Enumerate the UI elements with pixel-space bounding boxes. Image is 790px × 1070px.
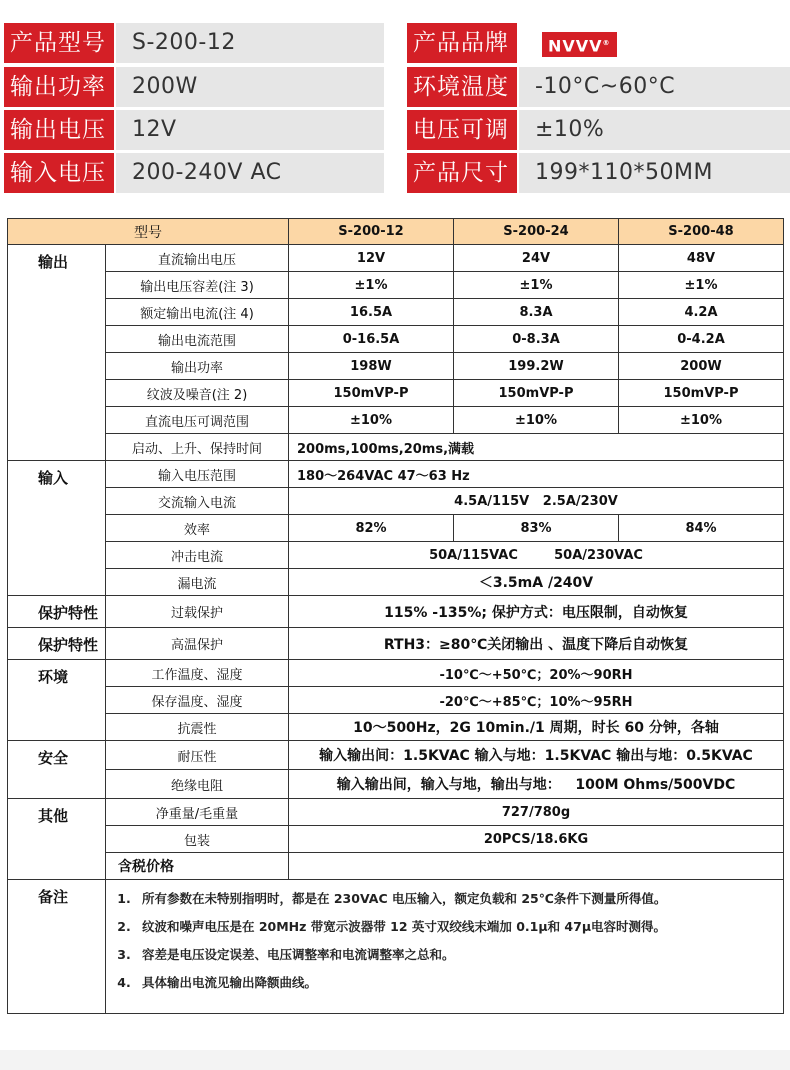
row-label: 绝缘电阻 — [106, 770, 289, 799]
info-row-adjustable — [407, 110, 790, 150]
header-type: 型号 — [8, 219, 289, 245]
cell-value: 200W — [619, 353, 784, 380]
info-key-power: 输出功率 — [4, 67, 114, 107]
table-row — [8, 660, 784, 687]
table-row — [8, 569, 784, 596]
row-label: 启动、上升、保持时间 — [106, 434, 289, 461]
cell-value: 48V — [619, 245, 784, 272]
row-label: 直流输出电压 — [106, 245, 289, 272]
cell-value: 150mVP-P — [289, 380, 454, 407]
row-label: 保存温度、湿度 — [106, 687, 289, 714]
header-model-48: S-200-48 — [619, 219, 784, 245]
table-header-row — [8, 219, 784, 245]
info-value-power: 200W — [116, 67, 384, 107]
note-item: 1. 所有参数在未特别指明时，都是在 230VAC 电压输入，额定负载和 25℃条件下测量所得值。 — [117, 891, 667, 906]
table-row — [8, 326, 784, 353]
info-row-brand — [407, 23, 790, 63]
row-label: 效率 — [106, 515, 289, 542]
table-row — [8, 380, 784, 407]
category-protection: 保护特性 — [8, 628, 106, 660]
info-row-input-voltage — [4, 153, 384, 193]
category-environment: 环境 — [8, 660, 106, 741]
row-label: 高温保护 — [106, 628, 289, 660]
cell-value: 8.3A — [454, 299, 619, 326]
row-label: 输入电压范围 — [106, 461, 289, 488]
info-key-brand: 产品品牌 — [407, 23, 517, 63]
info-value-input-voltage: 200-240V AC — [116, 153, 384, 193]
cell-value: 4.5A/115V 2.5A/230V — [289, 488, 784, 515]
cell-value: 12V — [289, 245, 454, 272]
table-row — [8, 461, 784, 488]
row-label: 漏电流 — [106, 569, 289, 596]
info-value-size: 199*110*50MM — [519, 153, 790, 193]
table-row — [8, 826, 784, 853]
table-row — [8, 245, 784, 272]
table-row — [8, 799, 784, 826]
cell-value: ±10% — [619, 407, 784, 434]
brand-logo: NVVV® — [541, 31, 618, 58]
cell-value: 198W — [289, 353, 454, 380]
cell-value: 150mVP-P — [454, 380, 619, 407]
category-other: 其他 — [8, 799, 106, 880]
note-item: 3. 容差是电压设定误差、电压调整率和电流调整率之总和。 — [117, 947, 455, 962]
cell-value: 115% -135%; 保护方式：电压限制，自动恢复 — [289, 596, 784, 628]
cell-value: 150mVP-P — [619, 380, 784, 407]
header-model-24: S-200-24 — [454, 219, 619, 245]
info-value-temperature: -10°C~60°C — [519, 67, 790, 107]
bottom-bar — [0, 1050, 790, 1070]
info-key-output-voltage: 输出电压 — [4, 110, 114, 150]
cell-value: 10～500Hz，2G 10min./1 周期，时长 60 分钟，各轴 — [289, 714, 784, 741]
table-row — [8, 488, 784, 515]
row-label: 包装 — [106, 826, 289, 853]
info-key-temperature: 环境温度 — [407, 67, 517, 107]
table-row — [8, 687, 784, 714]
notes-cell — [106, 880, 784, 1014]
cell-value: 727/780g — [289, 799, 784, 826]
cell-value: 199.2W — [454, 353, 619, 380]
cell-value: 输入输出间：1.5KVAC 输入与地：1.5KVAC 输出与地：0.5KVAC — [289, 741, 784, 770]
cell-value: 82% — [289, 515, 454, 542]
row-label: 冲击电流 — [106, 542, 289, 569]
table-row — [8, 515, 784, 542]
tax-price-value — [289, 853, 784, 880]
category-input: 输入 — [8, 461, 106, 596]
category-safety: 安全 — [8, 741, 106, 799]
info-row-temperature — [407, 67, 790, 107]
row-label: 纹波及噪音(注 2) — [106, 380, 289, 407]
row-label: 耐压性 — [106, 741, 289, 770]
table-row — [8, 853, 784, 880]
cell-value: ±1% — [619, 272, 784, 299]
row-label: 交流输入电流 — [106, 488, 289, 515]
cell-value: ±10% — [289, 407, 454, 434]
table-row — [8, 770, 784, 799]
cell-value: 24V — [454, 245, 619, 272]
cell-value: 84% — [619, 515, 784, 542]
cell-value: 4.2A — [619, 299, 784, 326]
cell-value: 200ms,100ms,20ms,满载 — [289, 434, 784, 461]
info-key-input-voltage: 输入电压 — [4, 153, 114, 193]
table-row — [8, 741, 784, 770]
cell-value: 180～264VAC 47～63 Hz — [289, 461, 784, 488]
row-label: 直流电压可调范围 — [106, 407, 289, 434]
table-row — [8, 272, 784, 299]
info-value-output-voltage: 12V — [116, 110, 384, 150]
info-row-power — [4, 67, 384, 107]
row-label: 额定输出电流(注 4) — [106, 299, 289, 326]
row-label: 输出电压容差(注 3) — [106, 272, 289, 299]
cell-value: ＜3.5mA /240V — [289, 569, 784, 596]
cell-value: ±10% — [454, 407, 619, 434]
row-label: 抗震性 — [106, 714, 289, 741]
cell-value: ±1% — [289, 272, 454, 299]
table-row — [8, 596, 784, 628]
table-row — [8, 542, 784, 569]
cell-value: 0-16.5A — [289, 326, 454, 353]
table-row — [8, 628, 784, 660]
row-label: 过载保护 — [106, 596, 289, 628]
cell-value: 20PCS/18.6KG — [289, 826, 784, 853]
notes-list — [106, 880, 783, 998]
cell-value: 16.5A — [289, 299, 454, 326]
cell-value: -20℃～+85℃；10%～95RH — [289, 687, 784, 714]
info-row-size — [407, 153, 790, 193]
cell-value: ±1% — [454, 272, 619, 299]
table-row — [8, 407, 784, 434]
cell-value: 0-8.3A — [454, 326, 619, 353]
info-key-size: 产品尺寸 — [407, 153, 517, 193]
row-label: 输出电流范围 — [106, 326, 289, 353]
cell-value: -10℃～+50℃；20%～90RH — [289, 660, 784, 687]
tax-price-label: 含税价格 — [106, 853, 289, 880]
table-row — [8, 714, 784, 741]
cell-value: 83% — [454, 515, 619, 542]
info-key-model: 产品型号 — [4, 23, 114, 63]
row-label: 输出功率 — [106, 353, 289, 380]
cell-value: 50A/115VAC 50A/230VAC — [289, 542, 784, 569]
cell-value: 0-4.2A — [619, 326, 784, 353]
info-value-model: S-200-12 — [116, 23, 384, 63]
info-key-adjustable: 电压可调 — [407, 110, 517, 150]
info-value-adjustable: ±10% — [519, 110, 790, 150]
category-notes: 备注 — [8, 880, 106, 1014]
cell-value: RTH3：≥80℃关闭输出 、温度下降后自动恢复 — [289, 628, 784, 660]
table-row — [8, 299, 784, 326]
note-item: 4. 具体输出电流见输出降额曲线。 — [117, 975, 318, 990]
header-model-12: S-200-12 — [289, 219, 454, 245]
row-label: 工作温度、湿度 — [106, 660, 289, 687]
info-row-output-voltage — [4, 110, 384, 150]
category-protection: 保护特性 — [8, 596, 106, 628]
row-label: 净重量/毛重量 — [106, 799, 289, 826]
note-item: 2. 纹波和噪声电压是在 20MHz 带宽示波器带 12 英寸双绞线末端加 0.1μ和 47μ电容时测得。 — [117, 919, 667, 934]
category-output: 输出 — [8, 245, 106, 461]
table-row — [8, 434, 784, 461]
table-row — [8, 880, 784, 1014]
cell-value: 输入输出间，输入与地，输出与地： 100M Ohms/500VDC — [289, 770, 784, 799]
info-row-model — [4, 23, 384, 63]
spec-table — [7, 218, 784, 1014]
table-row — [8, 353, 784, 380]
